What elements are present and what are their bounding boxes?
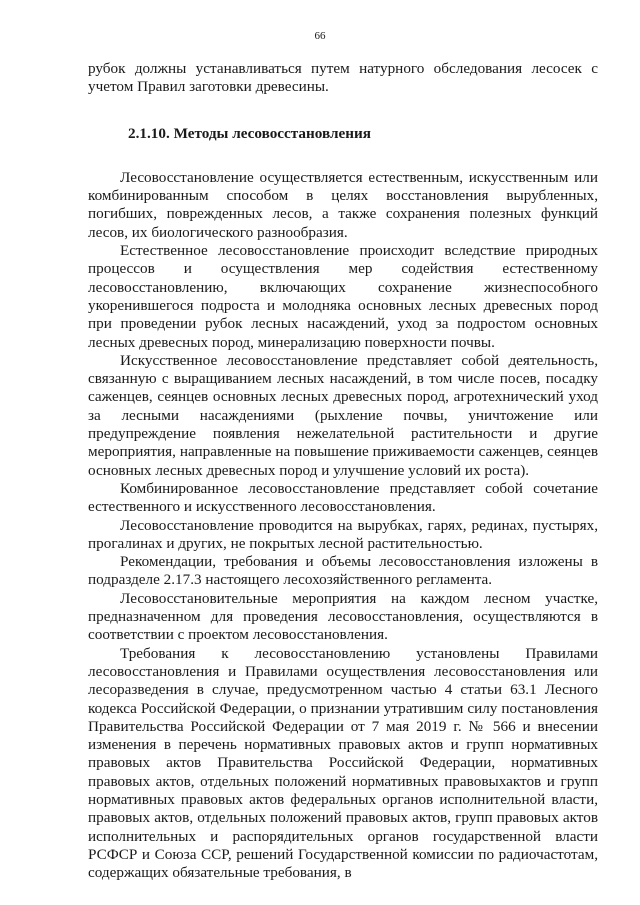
section-heading: 2.1.10. Методы лесовосстановления (128, 124, 371, 142)
document-body (88, 60, 598, 882)
page-number: 66 (314, 30, 326, 42)
paragraph-requirements: Требования к лесовосстановлению установлены Правилами лесовосстановления и Правилами осуществления лесовосстановления или лесоразведения в случае, предусмотренном частью 4 статьи 63.1 Лесного кодекса Российской Федерации, о признании утратившим силу постановления Правительства Российской Федерации от 7 мая 2019 г. № 566 и внесении изменения в перечень нормативных правовых актов и групп нормативных правовых актов Правительства Российской Федерации, нормативных правовых актов, отдельных положений нормативных правовыхактов и групп нормативных правовых актов федеральных органов исполнительной власти, правовых актов, отдельных положений правовых актов, групп правовых актов исполнительных и распорядительных органов государственной власти РСФСР и Союза ССР, решений Государственной комиссии по радиочастотам, содержащих обязательные требования, в (88, 644, 598, 882)
intro-paragraph: рубок должны устанавливаться путем натурного обследования лесосек с учетом Правил заготовки древесины. (88, 60, 598, 96)
paragraph-restoration-sites: Лесовосстановление проводится на вырубках, гарях, рединах, пустырях, прогалинах и других, не покрытых лесной растительностью. (88, 516, 598, 552)
paragraph-combined-restoration: Комбинированное лесовосстановление представляет собой сочетание естественного и искусственного лесовосстановления. (88, 479, 598, 516)
paragraph-artificial-restoration: Искусственное лесовосстановление представляет собой деятельность, связанную с выращиванием лесных насаждений, в том числе посев, посадку саженцев, сеянцев основных лесных древесных пород, агротехнический уход за лесными насаждениями (рыхление почвы, уничтожение или предупреждение появления нежелательной растительности и другие мероприятия, направленные на повышение приживаемости саженцев, сеянцев основных лесных древесных пород и улучшение условий их роста). (88, 351, 598, 479)
paragraph-recommendations: Рекомендации, требования и объемы лесовосстановления изложены в подразделе 2.17.3 настоящего лесохозяйственного регламента. (88, 553, 598, 589)
paragraph-restoration-methods: Лесовосстановление осуществляется естественным, искусственным или комбинированным способом в целях восстановления вырубленных, погибших, поврежденных лесов, а также сохранения полезных функций лесов, их биологического разнообразия. (88, 168, 598, 241)
paragraph-restoration-measures: Лесовосстановительные мероприятия на каждом лесном участке, предназначенном для проведения лесовосстановления, осуществляются в соответствии с проектом лесовосстановления. (88, 589, 598, 644)
paragraph-natural-restoration: Естественное лесовосстановление происходит вследствие природных процессов и осуществления мер содействия естественному лесовосстановлению, включающих сохранение жизнеспособного укоренившегося подроста и молодняка основных лесных древесных пород при проведении рубок лесных насаждений, уход за подростом основных лесных древесных пород, минерализацию поверхности почвы. (88, 242, 598, 351)
